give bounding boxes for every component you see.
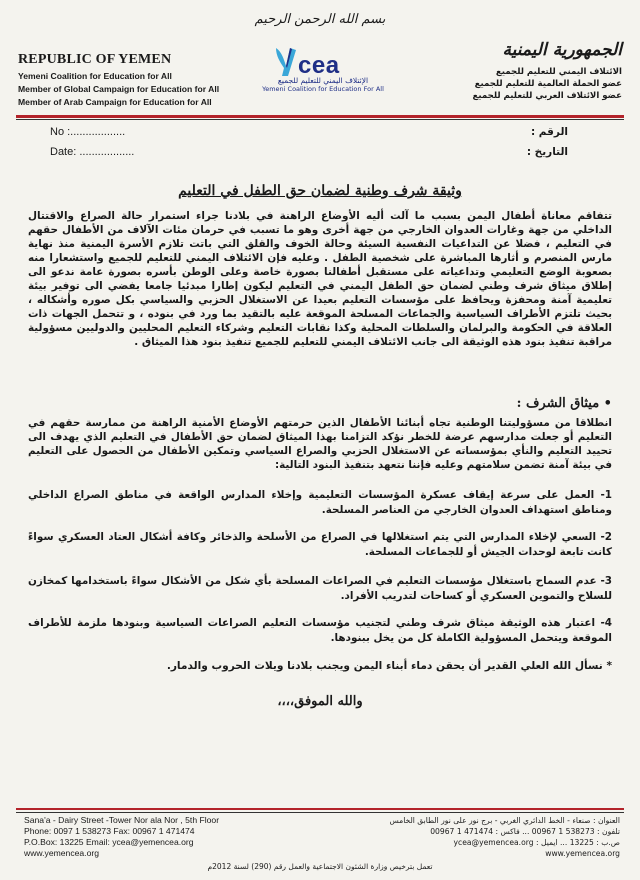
section-heading: • ميثاق الشرف :	[516, 396, 612, 411]
license-note: تعمل بترخيص وزارة الشئون الاجتماعية والعمل رقم (290) لسنة 2012م	[207, 862, 433, 871]
number-field: No :..................	[50, 126, 126, 138]
date-field: Date: ..................	[50, 146, 135, 158]
intro-paragraph: تتفاقم معاناة أطفال اليمن بسبب ما آلت أليه الأوضاع الراهنة في بلادنا جراء استمرار حالة الصراع والاقتتال الداخلي من جهة وغارات العدوان الخارجي من جهة أخرى وهو ما تسبب في حرمان مئات الآلاف من الأطفال حقهم في التعليم ، فضلا عن التداعيات النفسية السيئة وحالة الخوف والقلق التي باتت تلازم الأسرة اليمنية منذ نهاية مارس المنصرم و أثارها المباشرة على شخصية الطفل . وعليه فإن الائتلاف اليمني للتعليم للجميع واستشعارا منه بصعوبة الوضع التعليمي وتداعياته على مستقبل أطفالنا بصورة خاصة وعلى الوطن بأسره بصورة عامة ندعو الى إطلاق ميثاق شرف وطني لضمان حق الطفل اليمني في التعليم ليكون إطارا مبدئيا جامعا يفضي الى توفير بيئة تعليمية آمنة ومحفزة ويحافظ على مؤسسات التعليم بعيدا عن الاستغلال الحزبي والسياسي بكل صوره وأشكاله ، بحيث تلتزم الأطراف السياسية والجماعات المسلحة الموقعة عليه بالتقيد بما ورد في بنوده ، و تتحمل الجهات ذات العلاقة في الحكومة والبرلمان والسلطات المحلية وكذا نقابات التعليم وشركاء التعليم المحليين والدوليين مسؤولية مراقبة تنفيذ بنود هذه الوثيقة الى جانب الائتلاف اليمني للتعليم للجميع تنفيذ بنود هذا الميثاق .	[28, 210, 612, 348]
org-header-arabic	[422, 40, 622, 102]
footer-phone: Phone: 0097 1 538273 Fax: 00967 1 471474	[24, 826, 195, 836]
date-field-arabic: التاريخ :	[526, 146, 568, 158]
country-title: REPUBLIC OF YEMEN	[18, 52, 172, 67]
header-divider-thin	[16, 119, 624, 120]
ycea-logo	[258, 46, 388, 96]
section-intro-paragraph: انطلاقا من مسؤوليتنا الوطنية تجاه أبنائنا الأطفال الذين حرمتهم الأوضاع الأمنية الراهنة من ممارسة حقهم في التعليم أو جعلت مدارسهم عرضة للخطر نؤكد التزامنا بهذا الميثاق لضمان حق الأطفال في التعليم الذي يهدف الى تحييد التعليم والنأي بمؤسساته عن الاستغلال الحزبي والصراع السياسي وتمكين الأطفال من الحصول على التعليم في بيئة آمنة تضمن سلامتهم وعليه فإننا نتعهد بتنفيذ البنود التالية:	[28, 417, 612, 471]
footer-divider	[16, 808, 624, 810]
basmala-header: بسم الله الرحمن الرحيم	[254, 12, 386, 27]
document-title: وثيقة شرف وطنية لضمان حق الطفل في التعليم	[178, 183, 462, 199]
number-field-arabic: الرقم :	[530, 126, 568, 138]
charter-item: 4- اعتبار هذه الوثيقة ميثاق شرف وطني لتجنيب مؤسسات التعليم الصراعات السياسية وبنودها ملزمة للأطراف الموقعة ويتحمل المسؤولية الكاملة كل من يخل ببنودها.	[28, 617, 612, 644]
footer-email: P.O.Box: 13225 Email: ycea@yemencea.org	[24, 837, 194, 847]
closing-line: والله الموفق،،،،	[277, 694, 363, 709]
footer-contact-arabic	[290, 815, 620, 859]
org-line: Member of Global Campaign for Education for All	[18, 84, 220, 94]
prayer-line: * نسأل الله العلي القدير أن يحقن دماء أبناء اليمن ويجنب بلادنا ويلات الحروب والدمار.	[166, 660, 612, 672]
reference-fields-english	[50, 126, 134, 166]
charter-item: 1- العمل على سرعة إيقاف عسكرة المؤسسات التعليمية وإخلاء المدارس الواقعة في مناطق الصراع الداخلي ومناطق استهداف العدوان الخارجي من العناصر المسلحة.	[28, 489, 612, 516]
org-header-english	[18, 52, 258, 107]
org-line: Member of Arab Campaign for Education for All	[18, 97, 212, 107]
org-line: Yemeni Coalition for Education for All	[18, 71, 172, 81]
footer-website-link[interactable]: www.yemencea.org	[24, 848, 99, 858]
footer-website-arabic[interactable]: www.yemencea.org	[545, 849, 620, 858]
logo-arabic-caption: الإئتلاف اليمني للتعليم للجميع	[277, 76, 369, 85]
footer-divider-thin	[16, 812, 624, 813]
footer-email-arabic: ص.ب : 13225 ... ايميل : ycea@yemencea.org	[453, 838, 620, 847]
logo-english-caption: Yemeni Coalition for Education For All	[262, 85, 384, 93]
footer-address: Sana'a - Dairy Street -Tower Nor ala Nor , 5th Floor	[24, 815, 220, 825]
charter-item: 3- عدم السماح باستغلال مؤسسات التعليم في الصراعات المسلحة بأي شكل من الأشكال سواءً باستخدامها كمخازن للسلاح والتموين العسكري أو كساحات لتدريب الأفراد.	[28, 575, 612, 602]
header-divider	[16, 115, 624, 118]
charter-item: 2- السعي لإخلاء المدارس التي يتم استغلالها في الصراع من الأسلحة والذخائر وكافة أشكال العتاد العسكري سواءً كانت تابعة لوحدات الجيش أو للجماعات المسلحة.	[28, 531, 612, 558]
org-line-arabic: الائتلاف اليمني للتعليم للجميع	[495, 67, 622, 77]
footer-address-arabic: العنوان : صنعاء - الخط الدائري الغربي - برج نور على نور الطابق الخامس	[389, 816, 620, 825]
footer-contact-english	[24, 815, 219, 859]
country-title-arabic: الجمهورية اليمنية	[502, 40, 622, 60]
reference-fields-arabic	[527, 126, 568, 166]
org-line-arabic: عضو الحملة العالمية للتعليم للجميع	[474, 79, 622, 89]
footer-phone-arabic: تلفون : 538273 1 00967 ... فاكس : 471474 1 00967	[430, 827, 620, 836]
org-line-arabic: عضو الائتلاف العربي للتعليم للجميع	[472, 91, 622, 101]
logo-wordmark: cea	[298, 52, 340, 79]
logo-mark-icon	[272, 46, 298, 78]
